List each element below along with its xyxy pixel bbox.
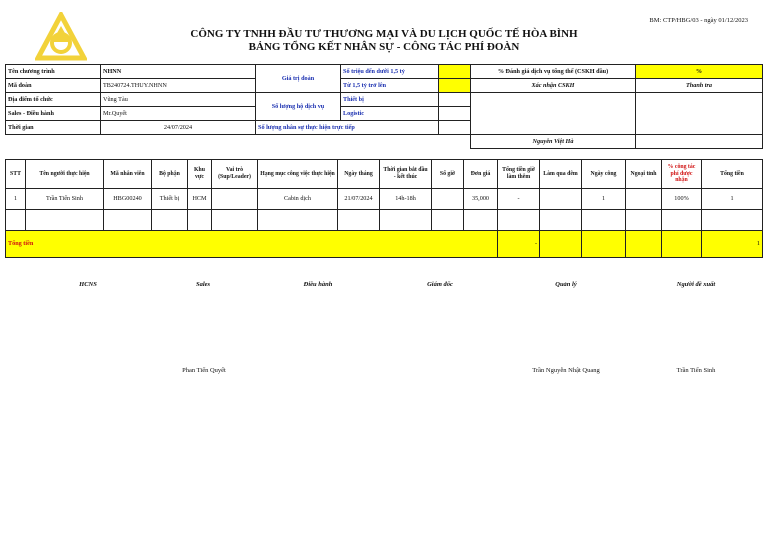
total-empty [626,231,662,258]
cell-time-range[interactable]: 14h-18h [380,189,432,210]
group-code-value[interactable]: TB240724.THUY.NHNN [101,79,256,93]
empty-cell[interactable] [464,210,498,231]
empty-cell[interactable] [662,210,702,231]
col-header: Mã nhân viên [104,160,152,189]
col-header: STT [6,160,26,189]
sales-label: Sales - Điều hành [6,107,101,121]
col-header: Số giờ [432,160,464,189]
total-row [6,231,763,258]
time-label: Thời gian [6,121,101,135]
company-name: CÔNG TY TNHH ĐẦU TƯ THƯƠNG MẠI VÀ DU LỊCH QUỐC TẾ HÒA BÌNH [190,28,578,40]
location-value[interactable]: Vũng Tàu [101,93,256,107]
cell-allowance-pct[interactable]: 100% [662,189,702,210]
cell-total[interactable]: 1 [702,189,763,210]
table-row-empty [6,210,763,231]
empty-cell[interactable] [258,210,338,231]
col-header: Thời gian bắt đầu - kết thúc [380,160,432,189]
service-option-1-cell[interactable] [439,93,471,107]
empty-cell[interactable] [626,210,662,231]
col-header: Ngoại tỉnh [626,160,662,189]
location-label: Địa điểm tổ chức [6,93,101,107]
report-title: BẢNG TỔNG KẾT NHÂN SỰ - CÔNG TÁC PHÍ ĐOÀN [248,41,520,53]
value-option-1-cell[interactable] [439,65,471,79]
empty-cell[interactable] [338,210,380,231]
empty-cell[interactable] [212,210,258,231]
sales-signer-name: Phan Tiến Quyết [182,367,226,374]
cell-task[interactable]: Cabin dịch [258,189,338,210]
cell-out-of-province[interactable] [626,189,662,210]
col-header: Làm qua đêm [540,160,582,189]
cell-stt: 1 [6,189,26,210]
confirm-name: Nguyễn Việt Hà [471,135,636,149]
sig-proposer: Người đề xuất [676,281,716,288]
total-ot: - [498,231,540,258]
col-header: Ngày tháng [338,160,380,189]
manager-signer-name: Trần Nguyễn Nhật Quang [532,367,600,374]
empty-cell[interactable] [582,210,626,231]
cell-name[interactable]: Trần Tiến Sinh [26,189,104,210]
service-option-2: Logistic [341,107,439,121]
cell-unit-price[interactable]: 35,000 [464,189,498,210]
table-header-row [6,160,763,189]
time-value[interactable]: 24/07/2024 [101,121,256,135]
sig-hcns: HCNS [79,281,97,288]
col-header: Vai trò (Sup/Leader) [212,160,258,189]
service-option-1: Thiết bị [341,93,439,107]
empty-cell[interactable] [380,210,432,231]
sig-manager: Quản lý [555,281,577,288]
col-header: Ngày công [582,160,626,189]
program-value[interactable]: NHNN [101,65,256,79]
empty-cell[interactable] [702,210,763,231]
empty-cell[interactable] [152,210,188,231]
col-header: Hạng mục công việc thực hiện [258,160,338,189]
company-logo [35,12,87,62]
table-row [6,189,763,210]
cell-date[interactable]: 21/07/2024 [338,189,380,210]
empty-cell[interactable] [6,210,26,231]
col-header: Tổng tiền [702,160,763,189]
sig-sales: Sales [195,281,211,288]
cell-workdays[interactable]: 1 [582,189,626,210]
total-empty [540,231,582,258]
empty-cell[interactable] [26,210,104,231]
staff-table [5,159,763,258]
empty-cell[interactable] [432,210,464,231]
col-header: % công tác phí được nhận [662,160,702,189]
empty-cell[interactable] [540,210,582,231]
staff-direct-label: Số lượng nhân sự thực hiện trực tiếp [256,121,439,135]
service-option-2-cell[interactable] [439,107,471,121]
staff-direct-cell[interactable] [439,121,471,135]
proposer-signer-name: Trần Tiến Sinh [676,367,716,374]
group-value-label: Giá trị đoàn [256,65,341,93]
cell-hours[interactable] [432,189,464,210]
audit-name [636,135,763,149]
eval-label: % Đánh giá dịch vụ tổng thể (CSKH đầu) [471,65,636,79]
audit-label: Thanh tra [636,79,763,93]
sig-director: Giám đốc [427,281,453,288]
cell-region[interactable]: HCM [188,189,212,210]
total-amount: 1 [702,231,763,258]
total-empty [582,231,626,258]
value-option-1: Số triệu đến dưới 1,5 tỷ [341,65,439,79]
confirm-cskh: Xác nhận CSKH [471,79,636,93]
value-option-2: Từ 1,5 tỷ trở lên [341,79,439,93]
empty-cell[interactable] [188,210,212,231]
total-label: Tổng tiền [6,231,498,258]
sig-operations: Điều hành [303,281,333,288]
program-label: Tên chương trình [6,65,101,79]
col-header: Tổng tiền giờ làm thêm [498,160,540,189]
info-table [5,64,763,149]
eval-pct[interactable]: % [636,65,763,79]
cskh-sign-area [471,93,636,135]
value-option-2-cell[interactable] [439,79,471,93]
cell-ot-total[interactable]: - [498,189,540,210]
cell-employee-id[interactable]: HBG00240 [104,189,152,210]
total-empty [662,231,702,258]
sales-value[interactable]: Mr.Quyết [101,107,256,121]
cell-department[interactable]: Thiết bị [152,189,188,210]
form-code: BM: CTP/HBG/03 - ngày 01/12/2023 [649,17,748,24]
cell-overnight[interactable] [540,189,582,210]
group-code-label: Mã đoàn [6,79,101,93]
service-qty-label: Số lượng hộ dịch vụ [256,93,341,121]
col-header: Đơn giá [464,160,498,189]
spacer [6,135,471,149]
empty-cell[interactable] [498,210,540,231]
cell-role[interactable] [212,189,258,210]
col-header: Tên người thực hiện [26,160,104,189]
col-header: Khu vực [188,160,212,189]
empty-cell[interactable] [104,210,152,231]
col-header: Bộ phận [152,160,188,189]
audit-sign-area [636,93,763,135]
